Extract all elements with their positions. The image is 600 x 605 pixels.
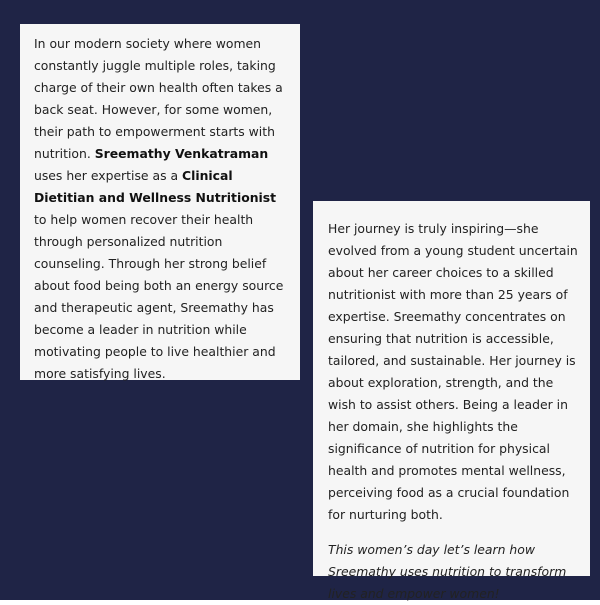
- intro-text-3: to help women recover their health through personalized nutrition counseling. Through her strong belief about food being both an energy source and therapeutic agent, Sreemathy has become a leader in nutrition while motivating people to live healthier and more satisfying lives.: [34, 212, 284, 381]
- professional-title: Clinical Dietitian and Wellness Nutritionist: [34, 168, 277, 205]
- intro-text-1: In our modern society where women constantly juggle multiple roles, taking charge of their own health often takes a back seat. However, for some women, their path to empowerment starts with nutrition.: [34, 36, 283, 161]
- intro-paragraph: [34, 33, 290, 385]
- womens-day-callout: This women’s day let’s learn how Sreemathy uses nutrition to transform lives and empower women!: [328, 542, 567, 601]
- intro-text-card: [20, 24, 300, 380]
- intro-text-2: uses her expertise as a: [34, 168, 182, 183]
- journey-text-card: [313, 201, 590, 601]
- journey-paragraph: Her journey is truly inspiring—she evolved from a young student uncertain about her career choices to a skilled nutritionist with more than 25 years of expertise. Sreemathy concentrates on ensuring that nutrition is accessible, tailored, and sustainable. Her journey is about exploration, strength, and the wish to assist others. Being a leader in her domain, she highlights the significance of nutrition for physical health and promotes mental wellness, perceiving food as a crucial foundation for nurturing both.: [328, 221, 578, 522]
- person-name: Sreemathy Venkatraman: [94, 146, 269, 161]
